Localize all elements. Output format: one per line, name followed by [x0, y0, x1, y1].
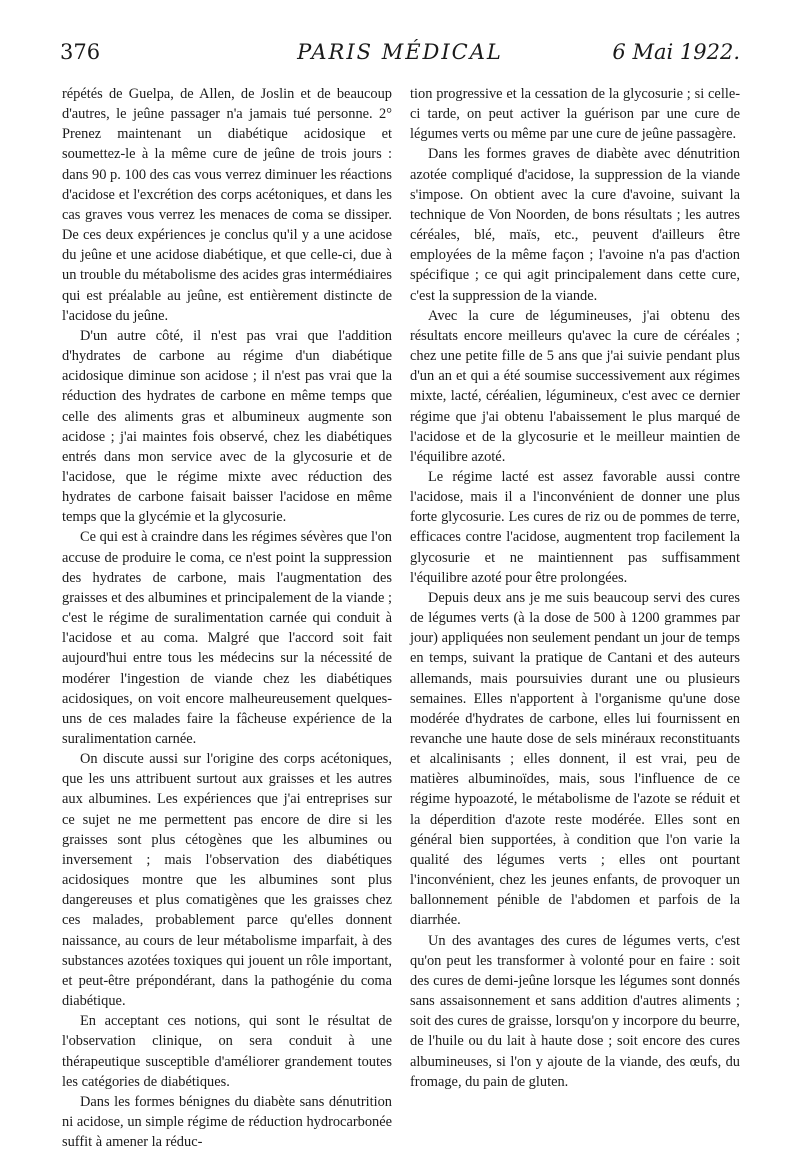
paragraph: Dans les formes graves de diabète avec dénutrition azotée compliqué d'acidose, la suppression de la viande s'impose. On obtient avec la cure d'avoine, suivant la technique de Von Noorden, de bons résultats ; les autres céréales, blé, maïs, etc., peuvent d'ailleurs être employées de la même façon ; l'avoine n'a pas d'action spécifique ; ce qui agit principalement dans cette cure, c'est la suppression de la viande. — [410, 146, 740, 304]
issue-date: 6 Mai 1922. — [612, 40, 740, 64]
paragraph: D'un autre côté, il n'est pas vrai que l'addition d'hydrates de carbone au régime d'un diabétique acidosique diminue son acidose ; il n'est pas vrai que la réduction des hydrates de carbone en même temps que celle des aliments gras et albumineux augmente son acidose ; j'ai maintes fois observé, chez les diabétiques entrés dans mon service avec de la glycosurie et de l'acidose, que le régime mixte avec réduction des hydrates de carbone faisait baisser l'acidose en même temps que la glycémie et la glycosurie. — [62, 327, 392, 526]
paragraph: Dans les formes bénignes du diabète sans dénutrition ni acidose, un simple régime de réduction hydrocarbonée suffit à amener la réduc- — [62, 1093, 392, 1151]
journal-title: PARIS MÉDICAL — [297, 40, 503, 64]
paragraph: On discute aussi sur l'origine des corps acétoniques, que les uns attribuent surtout aux graisses et les autres aux albumines. Les expériences que j'ai entreprises sur ce sujet ne me permettent pas encore de dire si les graisses sont plus cétogènes que les albumines ou inversement ; mais l'observation des diabétiques acidosiques montre que les albumines sont plus dangereuses et plus comatigènes que les graisses chez ces malades, probablement parce qu'elles donnent naissance, au cours de leur métabolisme imparfait, à des substances azotées toxiques qui jouent un rôle important, et peut-être prépondérant, dans la pathogénie du coma diabétique. — [62, 751, 392, 1010]
page-number: 376 — [60, 40, 101, 64]
page-header — [60, 40, 740, 74]
paragraph: Depuis deux ans je me suis beaucoup servi des cures de légumes verts (à la dose de 500 à 1200 grammes par jour) appliquées non seulement pendant un jour de temps en temps, suivant la pratique de Cantani et des auteurs allemands, mais poursuivies durant une ou plusieurs semaines. Elles n'apportent à l'organisme qu'une dose modérée d'hydrates de carbone, elles lui fournissent en revanche une haute dose de sels minéraux reconstituants et alcalinisants ; elles donnent, il est vrai, peu de matières albuminoïdes, mais, sous l'influence de ce régime hypoazoté, le métabolisme de l'azote se réduit et la déperdition d'azote reste modérée. Elles sont en général bien supportées, à condition que l'on varie la qualité des légumes verts ; elles ont pourtant l'inconvénient, chez les jeunes enfants, de provoquer un ballonnement pénible de l'abdomen et parfois de la diarrhée. — [410, 589, 740, 929]
paragraph: En acceptant ces notions, qui sont le résultat de l'observation clinique, on sera conduit à une thérapeutique susceptible d'améliorer grandement toutes les catégories de diabétiques. — [62, 1013, 392, 1090]
paragraph: répétés de Guelpa, de Allen, de Joslin et de beaucoup d'autres, le jeûne passager n'a jamais tué personne. 2° Prenez maintenant un diabétique acidosique et soumettez-le à la même cure de jeûne de trois jours : dans 90 p. 100 des cas vous verrez diminuer les réactions d'acidose et l'excrétion des corps acétoniques, et dans les cas graves vous verrez les menaces de coma se dissiper. De ces deux expériences je conclus qu'il y a une acidose du jeûne et une acidose diabétique, et que celle-ci, due à un trouble du métabolisme des acides gras intermédiaires qui est préalable au jeûne, est entièrement distincte de l'acidose du jeûne. — [62, 86, 392, 324]
paragraph: Avec la cure de légumineuses, j'ai obtenu des résultats encore meilleurs qu'avec la cure de céréales ; chez une petite fille de 5 ans que j'ai suivie pendant plus d'un an et qui a été soumise successivement aux régimes mixte, lacté, céréalien, légumineux, c'est avec ce dernier régime que j'ai obtenu l'abaissement le plus marqué de l'acidose et de la glycosurie et le meilleur maintien de l'équilibre azoté. — [410, 307, 740, 465]
paragraph: Le régime lacté est assez favorable aussi contre l'acidose, mais il a l'inconvénient de donner une plus forte glycosurie. Les cures de riz ou de pommes de terre, efficaces contre l'acidose, augmentent trop facilement la glycosurie et ne maintiennent pas suffisamment l'équilibre azoté pour être prolongées. — [410, 468, 740, 586]
left-column — [62, 84, 392, 1151]
paragraph: Ce qui est à craindre dans les régimes sévères que l'on accuse de produire le coma, ce n'est point la suppression des hydrates de carbone, mais l'augmentation des graisses et des albumines et principalement de la viande ; c'est le régime de suralimentation carnée qui conduit à l'acidose et au coma. Malgré que l'accord soit fait aujourd'hui entre tous les médecins sur la nécessité de modérer l'ingestion de viande chez les diabétiques acidosiques, on voit encore malheureusement quelques-uns de ces malades faire la fâcheuse expérience de la suralimentation carnée. — [62, 529, 392, 747]
paragraph: Un des avantages des cures de légumes verts, c'est qu'on peut les transformer à volonté pour en faire : soit des cures de demi-jeûne lorsque les légumes sont donnés sans assaisonnement et sans addition d'autres aliments ; soit des cures de graisse, lorsqu'on y incorpore du beurre, de l'huile ou du lait à haute dose ; soit encore des cures albumineuses, si l'on y ajoute de la viande, des œufs, du fromage, du pain de gluten. — [410, 932, 740, 1090]
right-column — [410, 84, 740, 1124]
paragraph: tion progressive et la cessation de la glycosurie ; si celle-ci tarde, on peut activer la guérison par une cure de légumes verts ou même par une cure de jeûne passagère. — [410, 86, 740, 143]
